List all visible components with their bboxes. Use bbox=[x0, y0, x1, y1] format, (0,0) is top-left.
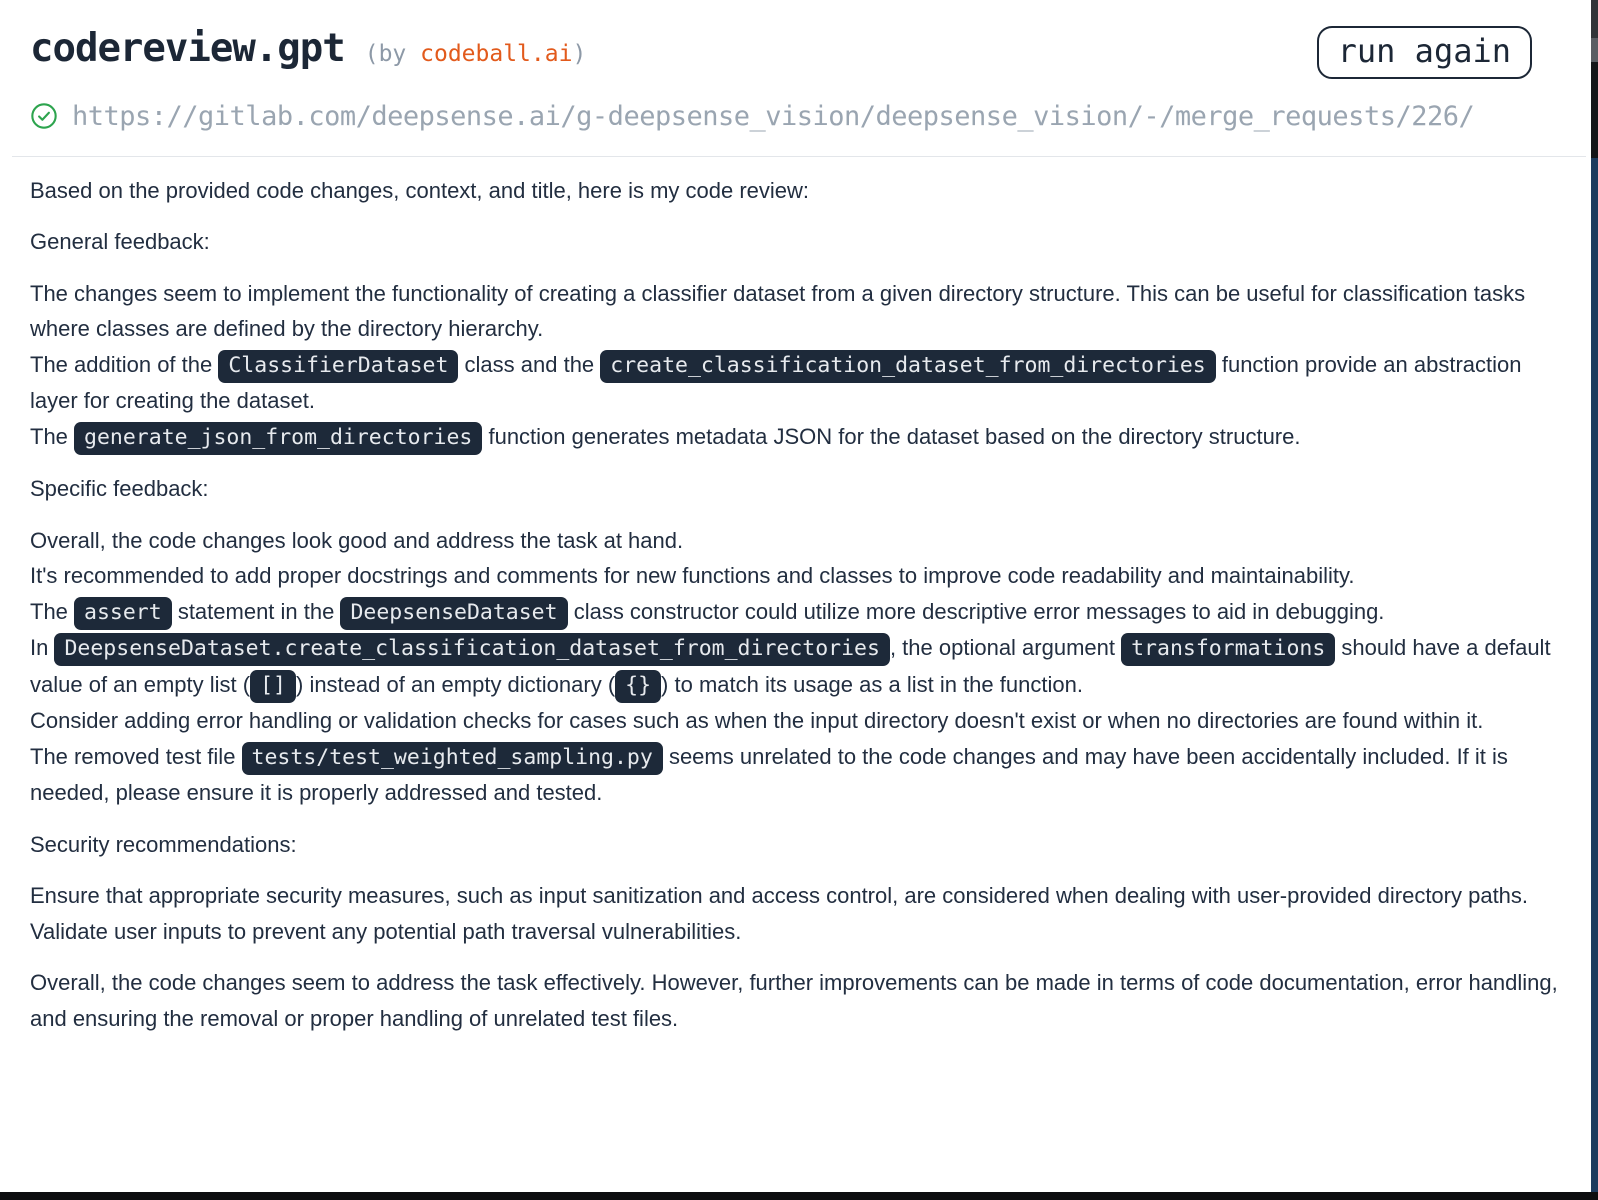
review-paragraph: General feedback: bbox=[30, 229, 210, 255]
byline-open: (by bbox=[364, 41, 421, 67]
title-line bbox=[30, 26, 586, 71]
inline-code: DeepsenseDataset.create_classification_dataset_from_directories bbox=[54, 633, 889, 666]
inline-code: transformations bbox=[1121, 633, 1335, 666]
page-title: codereview.gpt bbox=[30, 26, 345, 71]
url-row bbox=[30, 101, 1568, 132]
review-paragraph: The changes seem to implement the functionality of creating a classifier dataset from a given directory structure. This can be useful for classification tasks where classes are defined by the directory hierarchy. The addition of the ClassifierDataset class and the create_classification_dataset_from_directories function provide an abstraction layer for creating the dataset. The generate_json_from_directories function generates metadata JSON for the dataset based on the directory structure. bbox=[30, 276, 1568, 456]
review-body bbox=[30, 173, 1568, 1037]
run-again-button[interactable]: run again bbox=[1317, 26, 1532, 79]
inline-code: create_classification_dataset_from_directories bbox=[600, 350, 1215, 383]
inline-code: tests/test_weighted_sampling.py bbox=[242, 742, 663, 775]
review-paragraph: Based on the provided code changes, context, and title, here is my code review: bbox=[30, 177, 810, 203]
edge-segment bbox=[1591, 62, 1598, 158]
header bbox=[30, 26, 1568, 79]
review-paragraph: Security recommendations: bbox=[30, 831, 297, 857]
inline-code: DeepsenseDataset bbox=[340, 597, 567, 630]
byline bbox=[365, 41, 587, 67]
inline-code: [] bbox=[250, 670, 296, 703]
review-paragraph: Overall, the code changes seem to address the task effectively. However, further improvements can be made in terms of code documentation, error handling, and ensuring the removal or proper handling of unrelated test files. bbox=[30, 970, 1558, 1031]
inline-code: ClassifierDataset bbox=[218, 350, 458, 383]
inline-code: generate_json_from_directories bbox=[74, 422, 482, 455]
check-circle-icon bbox=[30, 102, 58, 130]
byline-brand-link[interactable]: codeball.ai bbox=[420, 41, 573, 67]
edge-segment bbox=[1591, 38, 1598, 62]
window-edge-strip bbox=[1591, 0, 1598, 1200]
edge-segment bbox=[1591, 0, 1598, 38]
review-paragraph: Ensure that appropriate security measures, such as input sanitization and access control, are considered when dealing with user-provided directory paths. Validate user inputs to prevent any potential path traversal vulnerabilities. bbox=[30, 883, 1529, 944]
review-paragraph: Overall, the code changes look good and address the task at hand. It's recommended to add proper docstrings and comments for new functions and classes to improve code readability and maintainability. The assert statement in the DeepsenseDataset class constructor could utilize more descriptive error messages to aid in debugging. In DeepsenseDataset.create_classification_dataset_from_directories , the optional argument transformations should have a default value of an empty list ( [] ) instead of an empty dictionary ( {} ) to match its usage as a list in the function. Consider adding error handling or validation checks for cases such as when the input directory doesn't exist or when no directories are found within it. The removed test file tests/test_weighted_sampling.py seems unrelated to the code changes and may have been accidentally included. If it is needed, please ensure it is properly addressed and tested. bbox=[30, 527, 1551, 806]
byline-close: ) bbox=[572, 41, 587, 67]
header-divider bbox=[12, 156, 1586, 157]
bottom-edge-bar bbox=[0, 1192, 1598, 1200]
edge-segment bbox=[1591, 158, 1598, 1200]
inline-code: {} bbox=[615, 670, 661, 703]
inline-code: assert bbox=[74, 597, 172, 630]
review-paragraph: Specific feedback: bbox=[30, 476, 209, 502]
merge-request-url-link[interactable]: https://gitlab.com/deepsense.ai/g-deepsense_vision/deepsense_vision/-/merge_requests/226/ bbox=[72, 100, 1475, 132]
